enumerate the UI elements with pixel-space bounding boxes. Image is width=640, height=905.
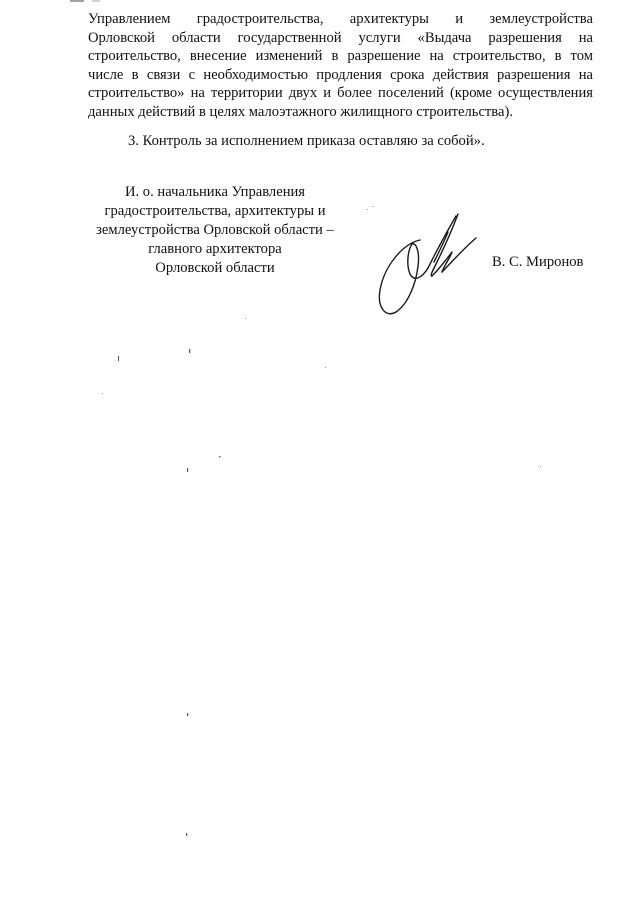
paragraph-line: числе в связи с необходимостью продления срока действия разрешения на	[88, 66, 593, 83]
signer-title-line: И. о. начальника Управления	[124, 184, 306, 200]
signer-title-line: главного архитектора	[148, 241, 282, 257]
signer-name: В. С. Миронов	[492, 254, 584, 270]
signer-title-line: градостроительства, архитектуры и	[104, 203, 326, 219]
signer-title-line: Орловской области	[155, 260, 275, 276]
paragraph-line: строительство, внесение изменений в разрешение на строительство, в том	[88, 48, 593, 64]
paragraph-line: Орловской области государственной услуги «Выдача разрешения на	[88, 29, 593, 46]
handwritten-signature	[372, 212, 482, 324]
paragraph-line: Управлением градостроительства, архитектуры и землеустройства	[88, 11, 593, 27]
paragraph-continuation	[88, 10, 593, 121]
item-3-control-clause: 3. Контроль за исполнением приказа оставляю за собой».	[128, 133, 485, 149]
signer-title-line: землеустройства Орловской области –	[96, 222, 334, 238]
signer-title-block	[70, 183, 360, 278]
scan-top-mark	[70, 0, 110, 3]
paragraph-line: данных действий в целях малоэтажного жилищного строительства).	[88, 103, 513, 120]
paragraph-line: строительство» на территории двух и более поселений (кроме осуществления	[88, 85, 593, 101]
